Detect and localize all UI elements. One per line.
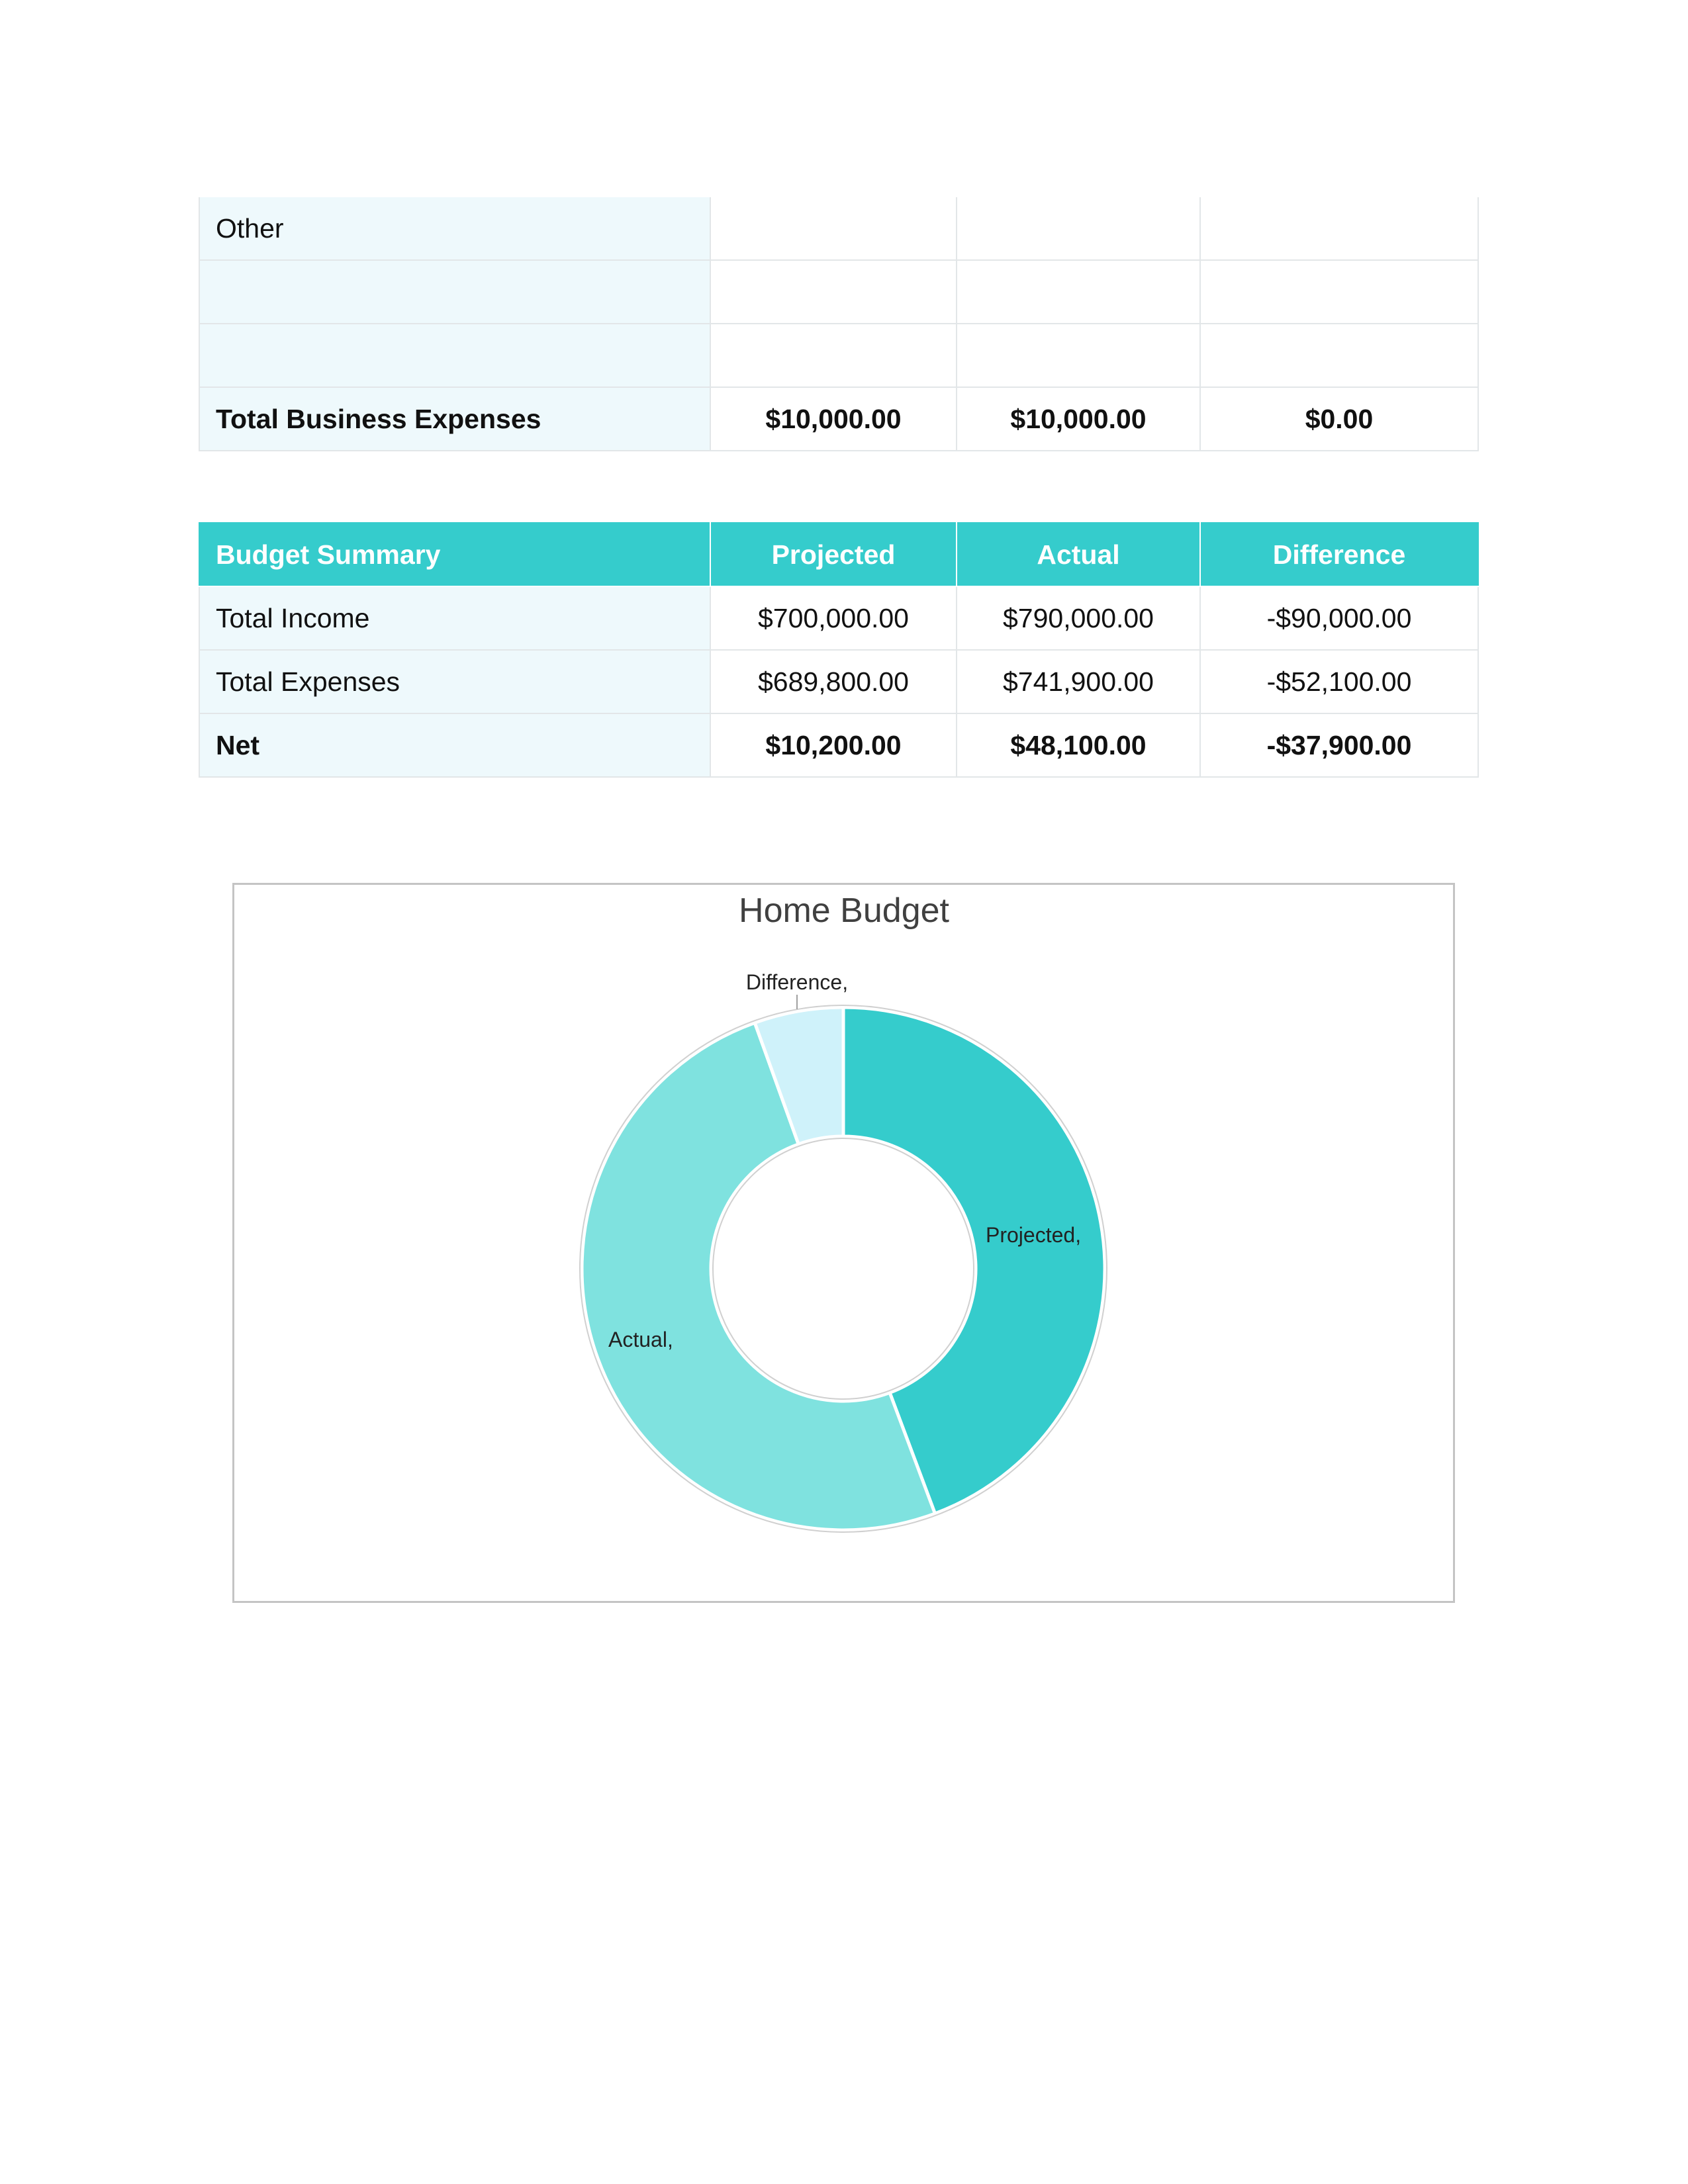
total-difference[interactable]: $0.00 — [1200, 387, 1478, 451]
row-label[interactable] — [199, 324, 710, 387]
difference-cell[interactable]: -$90,000.00 — [1200, 586, 1478, 650]
projected-cell[interactable] — [710, 197, 957, 260]
table-row — [199, 586, 1478, 650]
projected-cell[interactable]: $689,800.00 — [710, 650, 957, 713]
header-projected[interactable]: Projected — [710, 523, 957, 586]
difference-cell[interactable] — [1200, 324, 1478, 387]
total-projected[interactable]: $10,000.00 — [710, 387, 957, 451]
difference-cell[interactable] — [1200, 197, 1478, 260]
table-row — [199, 260, 1478, 324]
data-label-difference: Difference, — [745, 970, 849, 994]
home-budget-chart[interactable] — [232, 883, 1455, 1603]
total-label[interactable]: Total Business Expenses — [199, 387, 710, 451]
difference-cell[interactable] — [1200, 260, 1478, 324]
actual-cell[interactable] — [957, 260, 1200, 324]
header-difference[interactable]: Difference — [1200, 523, 1478, 586]
row-label[interactable]: Total Income — [199, 586, 710, 650]
total-row — [199, 387, 1478, 451]
row-label[interactable] — [199, 260, 710, 324]
row-label[interactable]: Total Expenses — [199, 650, 710, 713]
table-row — [199, 197, 1478, 260]
projected-cell[interactable]: $700,000.00 — [710, 586, 957, 650]
net-projected[interactable]: $10,200.00 — [710, 713, 957, 777]
header-budget-summary[interactable]: Budget Summary — [199, 523, 710, 586]
header-row — [199, 523, 1478, 586]
data-label-actual: Actual, — [608, 1328, 673, 1351]
chart-title: Home Budget — [739, 891, 949, 930]
budget-summary-table — [199, 522, 1479, 778]
actual-cell[interactable]: $741,900.00 — [957, 650, 1200, 713]
data-label-projected: Projected, — [986, 1223, 1082, 1247]
header-actual[interactable]: Actual — [957, 523, 1200, 586]
donut-inner-ring — [713, 1138, 974, 1399]
table-row — [199, 650, 1478, 713]
net-label[interactable]: Net — [199, 713, 710, 777]
net-difference[interactable]: -$37,900.00 — [1200, 713, 1478, 777]
difference-cell[interactable]: -$52,100.00 — [1200, 650, 1478, 713]
actual-cell[interactable]: $790,000.00 — [957, 586, 1200, 650]
business-expenses-table — [199, 197, 1479, 451]
net-actual[interactable]: $48,100.00 — [957, 713, 1200, 777]
actual-cell[interactable] — [957, 324, 1200, 387]
projected-cell[interactable] — [710, 324, 957, 387]
row-label[interactable]: Other — [199, 197, 710, 260]
actual-cell[interactable] — [957, 197, 1200, 260]
table-row — [199, 324, 1478, 387]
projected-cell[interactable] — [710, 260, 957, 324]
net-row — [199, 713, 1478, 777]
donut-chart-svg — [234, 885, 1453, 1601]
total-actual[interactable]: $10,000.00 — [957, 387, 1200, 451]
